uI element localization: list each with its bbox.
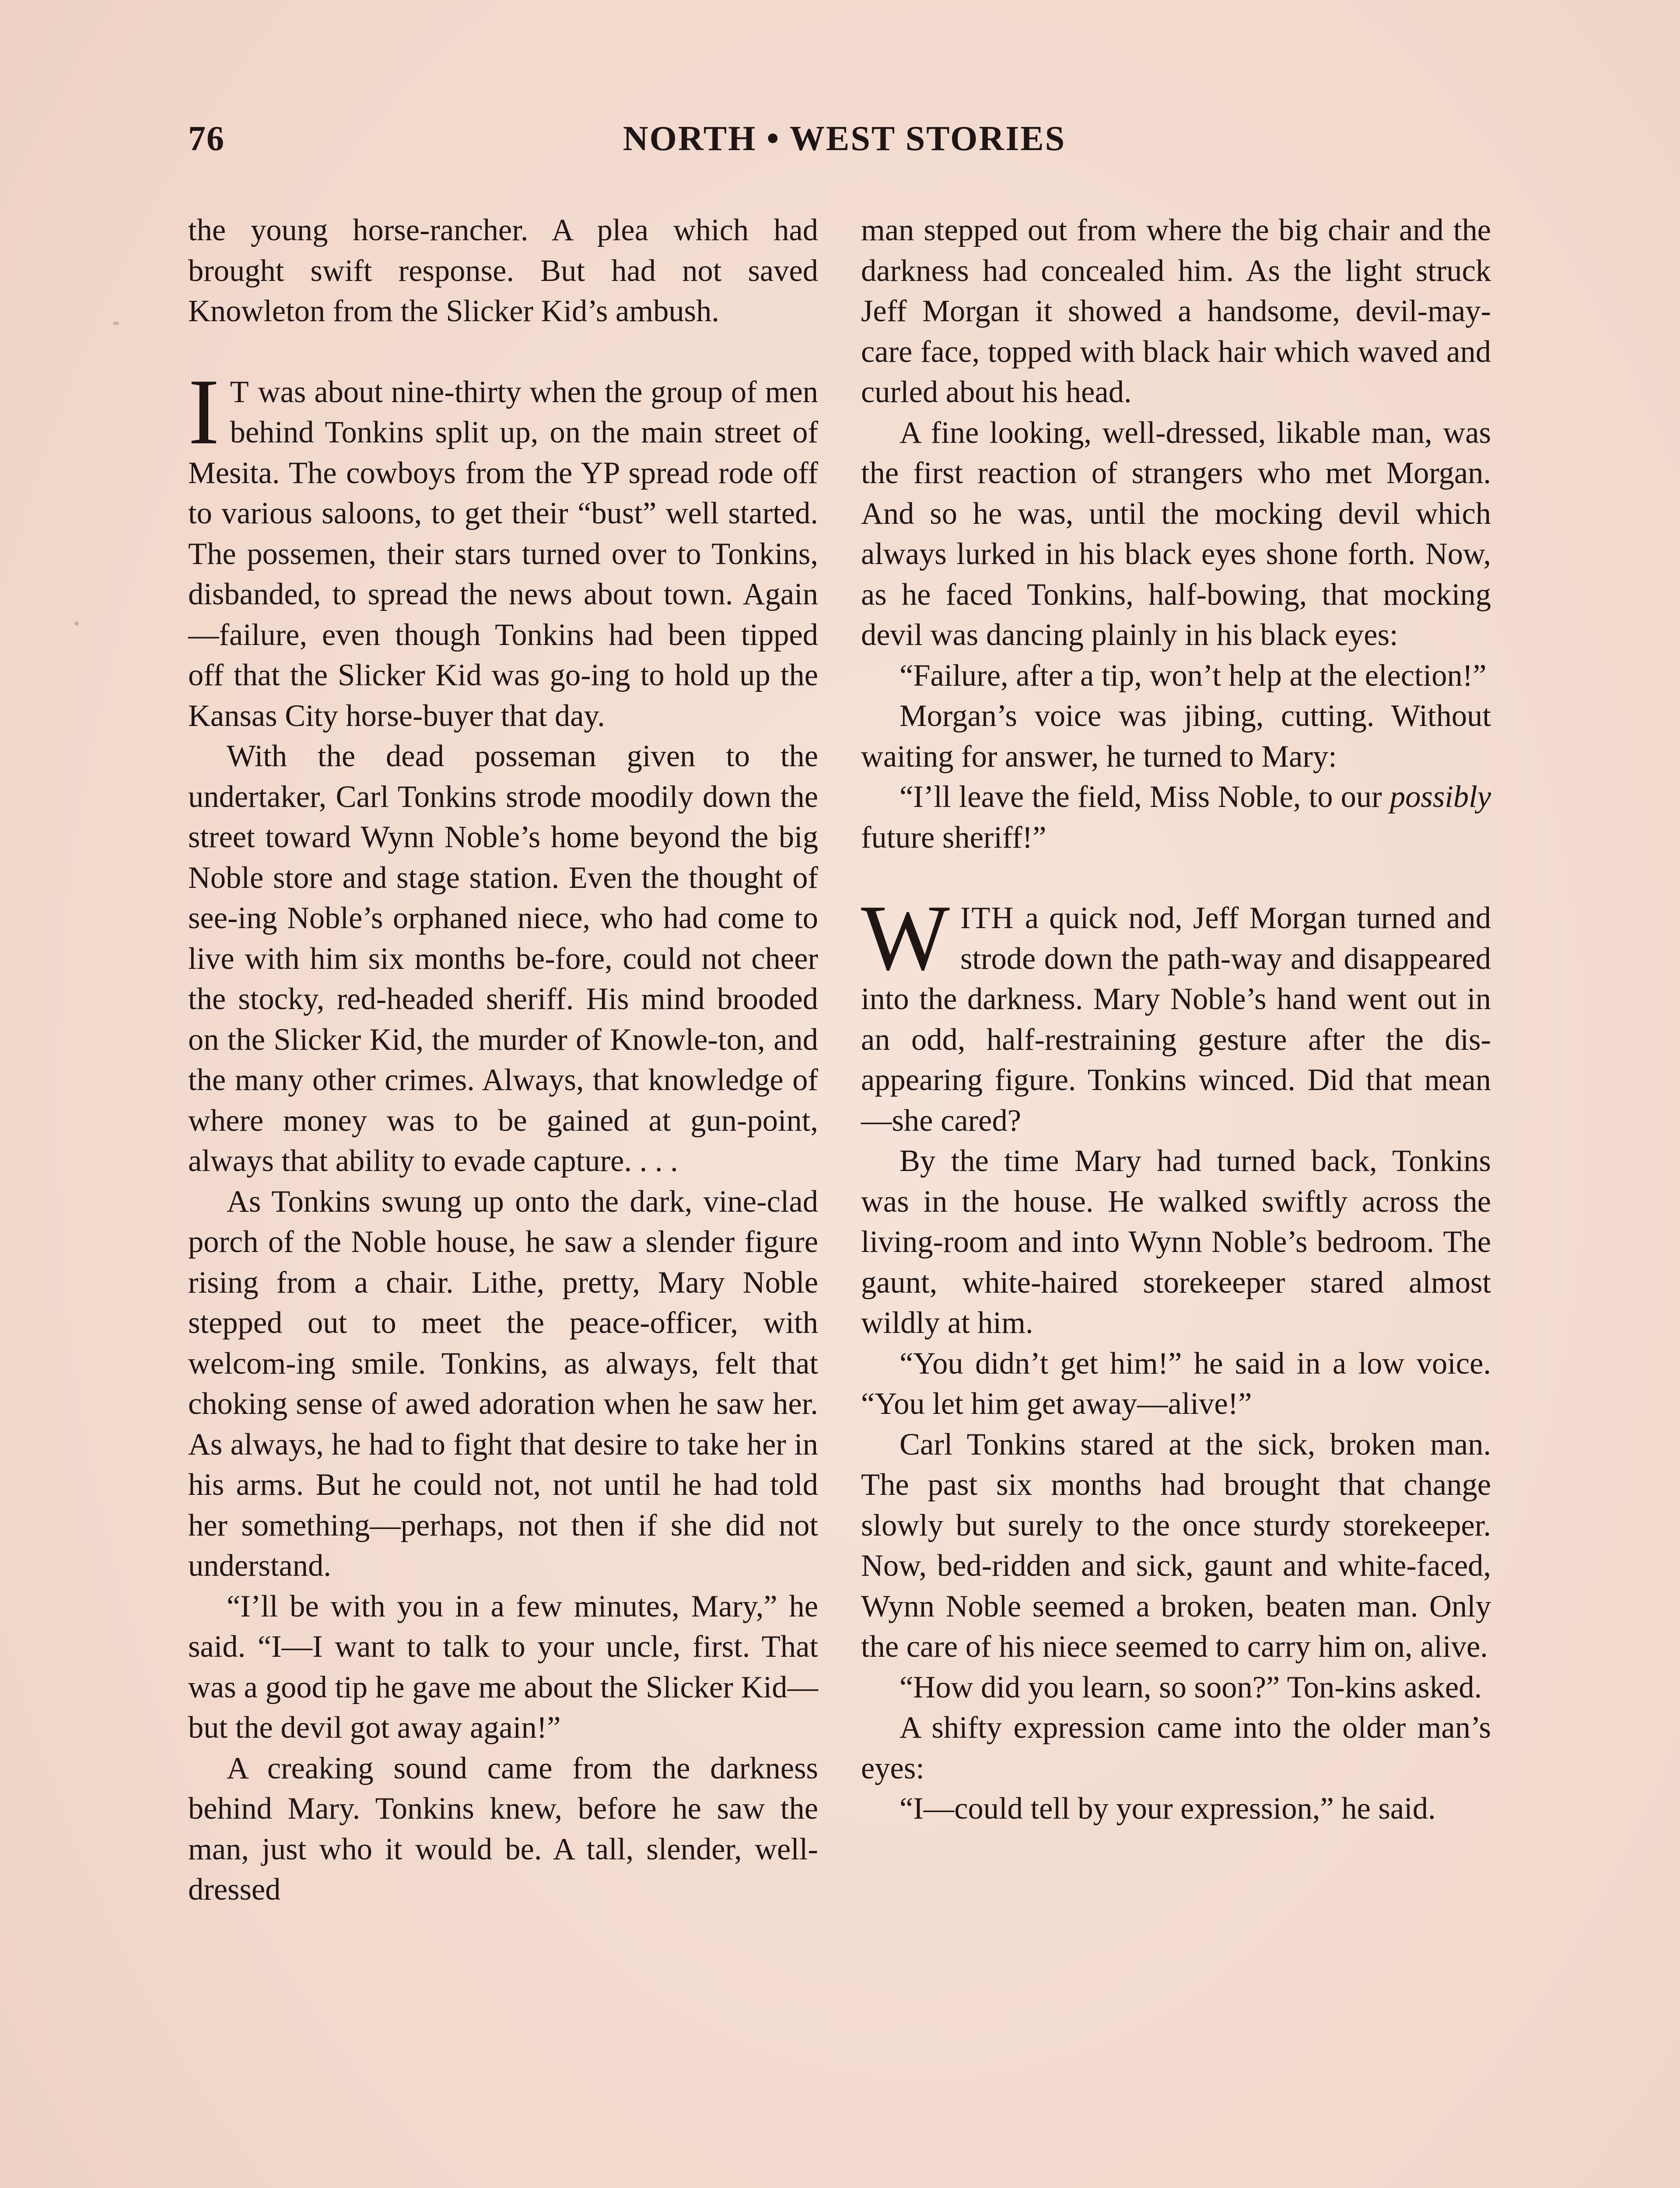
paragraph	[861, 777, 1491, 858]
paragraph: “Failure, after a tip, won’t help at the election!”	[900, 658, 1487, 693]
paragraph: By the time Mary had turned back, Tonkins was in the house. He walked swiftly across the living-room and into Wynn Noble’s bedroom. The gaunt, white-haired storekeeper stared almost wildly at him.	[861, 1144, 1491, 1340]
page-number: 76	[188, 119, 225, 158]
left-column	[188, 210, 818, 1910]
paragraph: With the dead posseman given to the undertaker, Carl Tonkins strode moodily down the street toward Wynn Noble’s home beyond the big Noble store and stage station. Even the thought of see-ing Noble’s orphaned niece, who had come to live with him six months be-fore, could not cheer the stocky, red-headed sheriff. His mind brooded on the Slicker Kid, the murder of Knowle-ton, and the many other crimes. Always, that knowledge of where money was to be gained at gun-point, always that ability to evade capture. . . .	[188, 739, 818, 1178]
paragraph: “How did you learn, so soon?” Ton-kins asked.	[900, 1670, 1482, 1704]
drop-cap: I	[188, 359, 220, 464]
right-column	[861, 210, 1491, 1829]
paper-speck	[113, 322, 119, 325]
paragraph: A creaking sound came from the darkness behind Mary. Tonkins knew, before he saw the man, just who it would be. A tall, slender, well-dressed	[188, 1751, 818, 1907]
paragraph: man stepped out from where the big chair and the darkness had concealed him. As the light struck Jeff Morgan it showed a handsome, devil-may-care face, topped with black hair which waved and curled about his head.	[861, 213, 1491, 409]
paragraph: “You didn’t get him!” he said in a low voice. “You let him get away—alive!”	[861, 1346, 1491, 1421]
drop-cap: W	[861, 885, 950, 990]
paper-speck	[74, 621, 79, 626]
paragraph: “I’ll be with you in a few minutes, Mary,” he said. “I—I want to talk to your uncle, first. That was a good tip he gave me about the Slicker Kid—but the devil got away again!”	[188, 1589, 818, 1745]
paragraph: the young horse-rancher. A plea which had brought swift response. But had not saved Knowleton from the Slicker Kid’s ambush.	[188, 213, 818, 328]
paragraph-text: future sheriff!”	[861, 820, 1046, 855]
paragraph-text: “I’ll leave the field, Miss Noble, to our	[900, 780, 1390, 814]
paragraph-text: a quick nod, Jeff Morgan turned and strode down the path-way and disappeared into the darkness. Mary Noble’s hand went out in an odd, half-restraining gesture after the dis-appearing figure. Tonkins winced. Did that mean—she cared?	[861, 901, 1491, 1138]
italic-word: possibly	[1390, 780, 1491, 814]
page-header	[188, 119, 1501, 172]
paragraph: A fine looking, well-dressed, likable man, was the first reaction of strangers who met Morgan. And so he was, until the mocking devil which always lurked in his black eyes shone forth. Now, as he faced Tonkins, half-bowing, that mocking devil was dancing plainly in his black eyes:	[861, 415, 1491, 652]
paragraph: A shifty expression came into the older man’s eyes:	[861, 1711, 1491, 1785]
paragraph: Carl Tonkins stared at the sick, broken man. The past six months had brought that change slowly but surely to the once sturdy storekeeper. Now, bed-ridden and sick, gaunt and white-faced, Wynn Noble seemed a broken, beaten man. Only the care of his niece seemed to carry him on, alive.	[861, 1427, 1491, 1664]
paragraph: “I—could tell by your expression,” he said.	[900, 1792, 1436, 1826]
section-opening-paragraph	[188, 359, 818, 736]
section-opening-paragraph	[861, 885, 1491, 1141]
paragraph-text: was about nine-thirty when the group of men behind Tonkins split up, on the main street of Mesita. The cowboys from the YP spread rode off to various saloons, to get their “bust” well started. The possemen, their stars turned over to Tonkins, disbanded, to spread the news about town. Again—failure, even though Tonkins had been tipped off that the Slicker Kid was go-ing to hold up the Kansas City horse-buyer that day.	[188, 375, 818, 733]
small-caps-lead: ITH	[960, 901, 1015, 935]
small-caps-lead: T	[230, 375, 250, 409]
paragraph: As Tonkins swung up onto the dark, vine-clad porch of the Noble house, he saw a slender figure rising from a chair. Lithe, pretty, Mary Noble stepped out to meet the peace-officer, with welcom-ing smile. Tonkins, as always, felt that choking sense of awed adoration when he saw her. As always, he had to fight that desire to take her in his arms. But he could not, not until he had told her something—perhaps, not then if she did not understand.	[188, 1184, 818, 1583]
running-head: NORTH • WEST STORIES	[623, 119, 1066, 158]
paragraph: Morgan’s voice was jibing, cutting. Without waiting for answer, he turned to Mary:	[861, 699, 1491, 774]
